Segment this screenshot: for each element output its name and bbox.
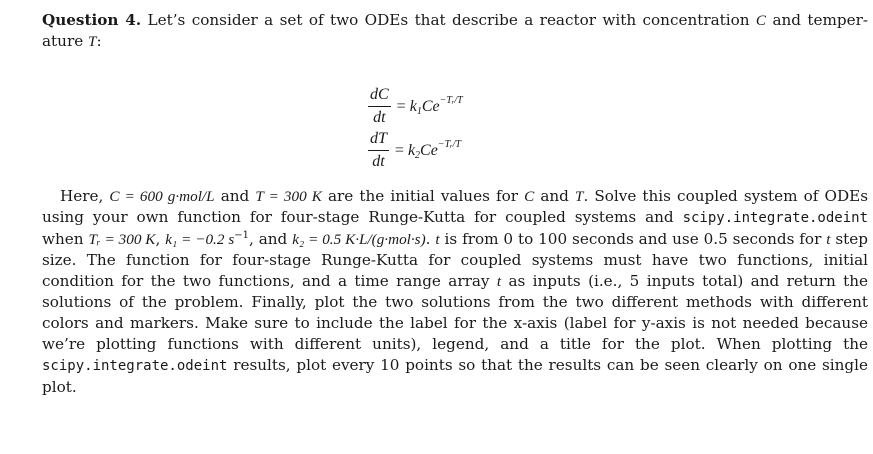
question-label: Question 4. [42,11,142,29]
equation-dt-dt [368,128,463,172]
code-odeint: scipy.integrate.odeint [42,358,228,374]
fraction-bar [368,150,389,151]
code-odeint: scipy.integrate.odeint [682,210,868,226]
equation-rhs: = $k_1Ce^{-Tᵣ/T}$ [396,94,463,117]
problem-body: Here, C = 600 g·mol/L and T = 300 K are the initial values for C and T. Solve this coupled system of ODEs using your own function for four-stage Runge-Kutta for coupled systems and scipy.integrate.odeint when Tᵣ = 300 K, k₁ = −0.2 $s^{-1}$, and k₂ = 0.5 K·L/(g·mol·s). t is from 0 to 100 seconds and use 0.5 seconds for t step size. The function for four-stage Runge-Kutta for coupled systems must have two functions, initial condition for the two functions, and a time range array t as inputs (i.e., 5 inputs total) and return the solutions of the problem. Finally, plot the two solutions from the two different methods with different colors and markers. Make sure to include the label for the x-axis (label for y-axis is not needed because we’re plotting functions with different units), legend, and a title for the plot. When plotting the scipy.integrate.odeint results, plot every 10 points so that the results can be seen clearly on one single plot. [42,187,868,396]
equation-dc-dt [368,84,463,128]
question-intro: Question 4. Let’s consider a set of two ODEs that describe a reactor with concentration C and temper-ature T: [42,11,868,50]
equation-rhs: = $k_2Ce^{-Tᵣ/T}$ [394,138,461,161]
fraction-bar [368,106,391,107]
ode-equations [368,84,463,172]
document-page [42,10,868,396]
fraction-dt-dt: $\frac{dT}{dt}$ [370,129,387,170]
fraction-dc-dt: $\frac{dC}{dt}$ [370,85,389,126]
